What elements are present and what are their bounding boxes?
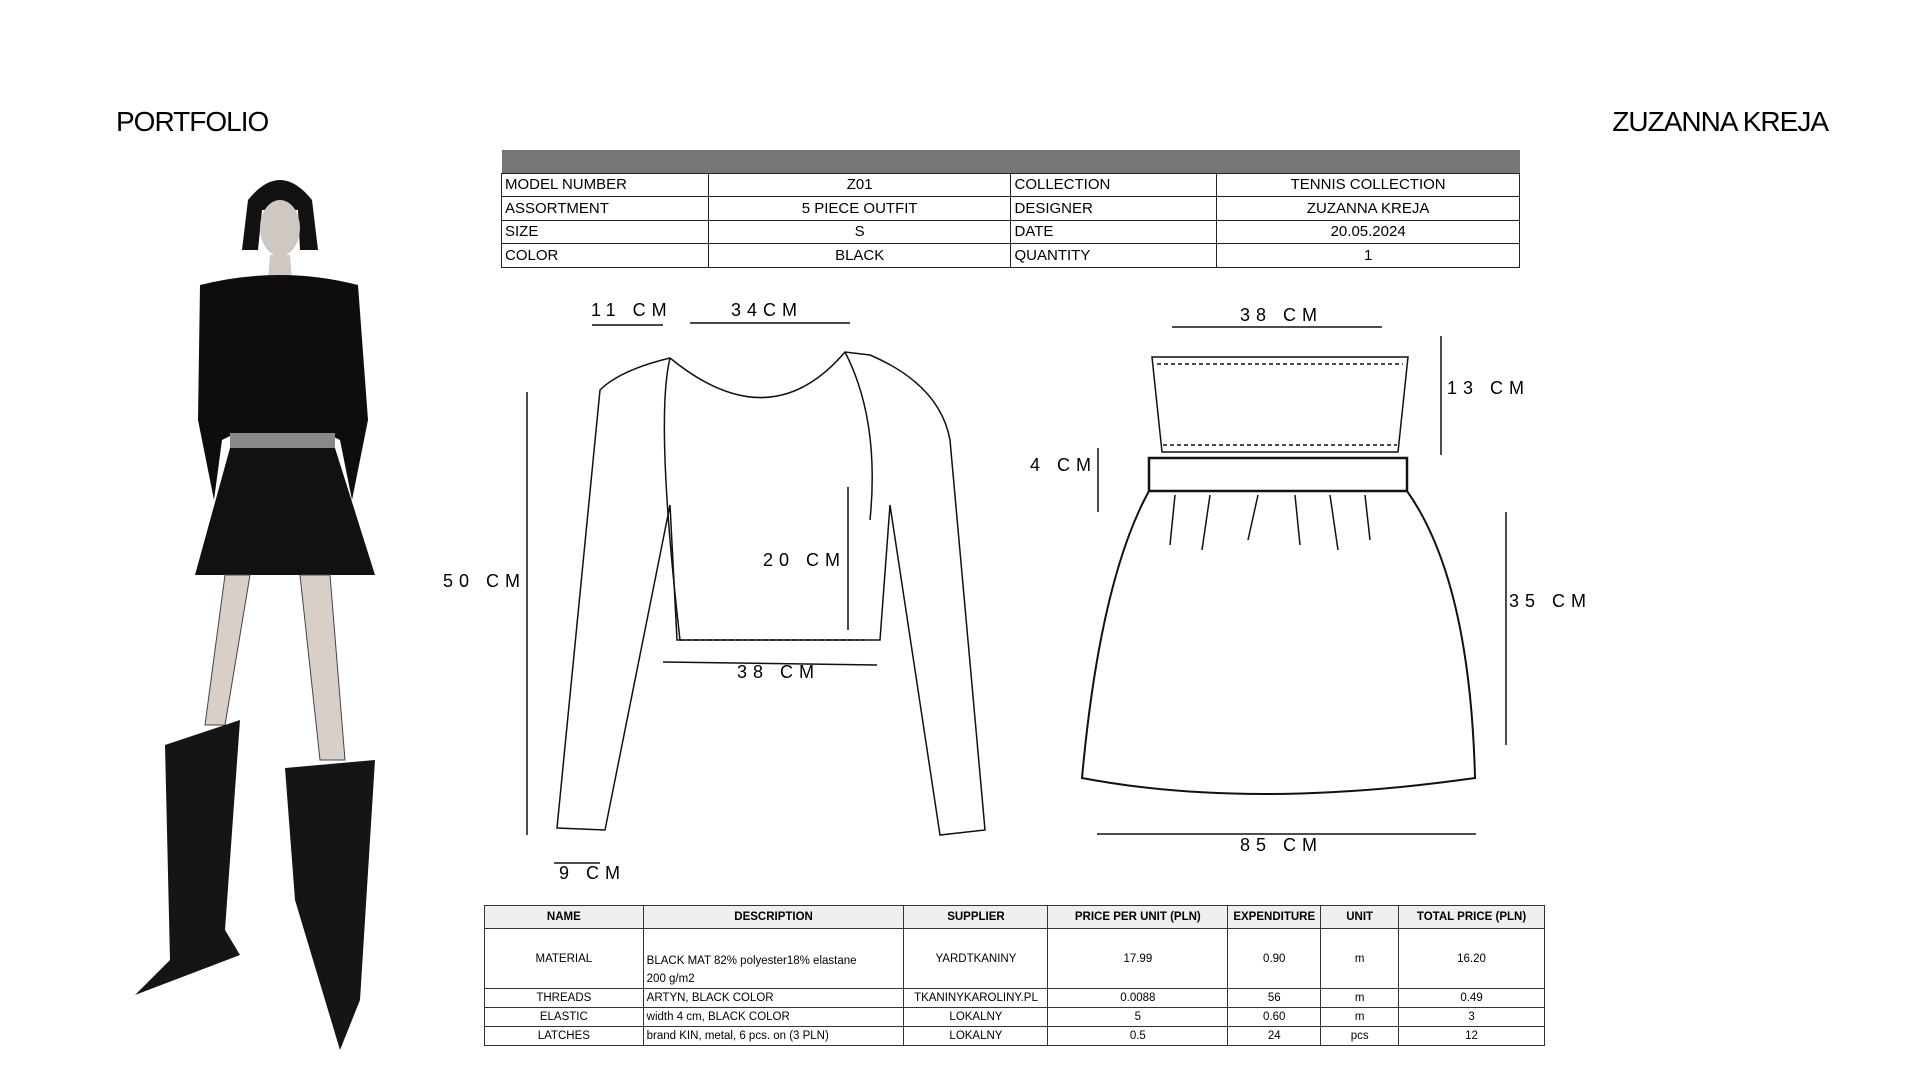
table-row: ASSORTMENT 5 PIECE OUTFIT DESIGNER ZUZANNA KREJA xyxy=(502,197,1520,221)
dim-skirt-length: 35 CM xyxy=(1509,591,1593,611)
spec-table xyxy=(501,150,1520,268)
dim-skirt-waist: 38 CM xyxy=(1240,305,1324,325)
dim-length: 50 CM xyxy=(443,571,527,591)
dim-skirt-band: 4 CM xyxy=(1030,455,1098,475)
table-header: NAME DESCRIPTION SUPPLIER PRICE PER UNIT (PLN) EXPENDITURE UNIT TOTAL PRICE (PLN) xyxy=(485,906,1545,929)
table-row: COLOR BLACK QUANTITY 1 xyxy=(502,244,1520,268)
dim-skirt-yoke: 13 CM xyxy=(1447,378,1531,398)
dim-neck: 34CM xyxy=(731,300,804,320)
bill-of-materials-table xyxy=(484,905,1545,1046)
description-line: BLACK MAT 82% polyester18% elastane xyxy=(646,955,857,967)
description-line: 200 g/m2 xyxy=(646,973,695,985)
dim-shoulder: 11 CM xyxy=(591,300,673,320)
fashion-illustration xyxy=(135,180,375,1050)
table-row: MODEL NUMBER Z01 COLLECTION TENNIS COLLECTION xyxy=(502,173,1520,197)
dim-skirt-hem: 85 CM xyxy=(1240,835,1324,855)
table-row: LATCHES brand KIN, metal, 6 pcs. on (3 PLN) LOKALNY 0.5 24 pcs 12 xyxy=(485,1027,1545,1046)
table-row: SIZE S DATE 20.05.2024 xyxy=(502,220,1520,244)
skirt-flat-sketch xyxy=(1082,327,1506,834)
dim-side: 20 CM xyxy=(763,550,847,570)
portfolio-title: PORTFOLIO xyxy=(116,106,269,137)
top-flat-sketch xyxy=(527,323,985,863)
table-row: THREADS ARTYN, BLACK COLOR TKANINYKAROLINY.PL 0.0088 56 m 0.49 xyxy=(485,989,1545,1008)
dim-hem: 38 CM xyxy=(737,662,821,682)
designer-name: ZUZANNA KREJA xyxy=(1612,106,1828,137)
table-row: MATERIAL BLACK MAT 82% polyester18% elastane 200 g/m2 YARDTKANINY 17.99 0.90 m 16.20 xyxy=(485,929,1545,989)
dim-cuff: 9 CM xyxy=(559,863,627,883)
table-row: ELASTIC width 4 cm, BLACK COLOR LOKALNY 5 0.60 m 3 xyxy=(485,1008,1545,1027)
